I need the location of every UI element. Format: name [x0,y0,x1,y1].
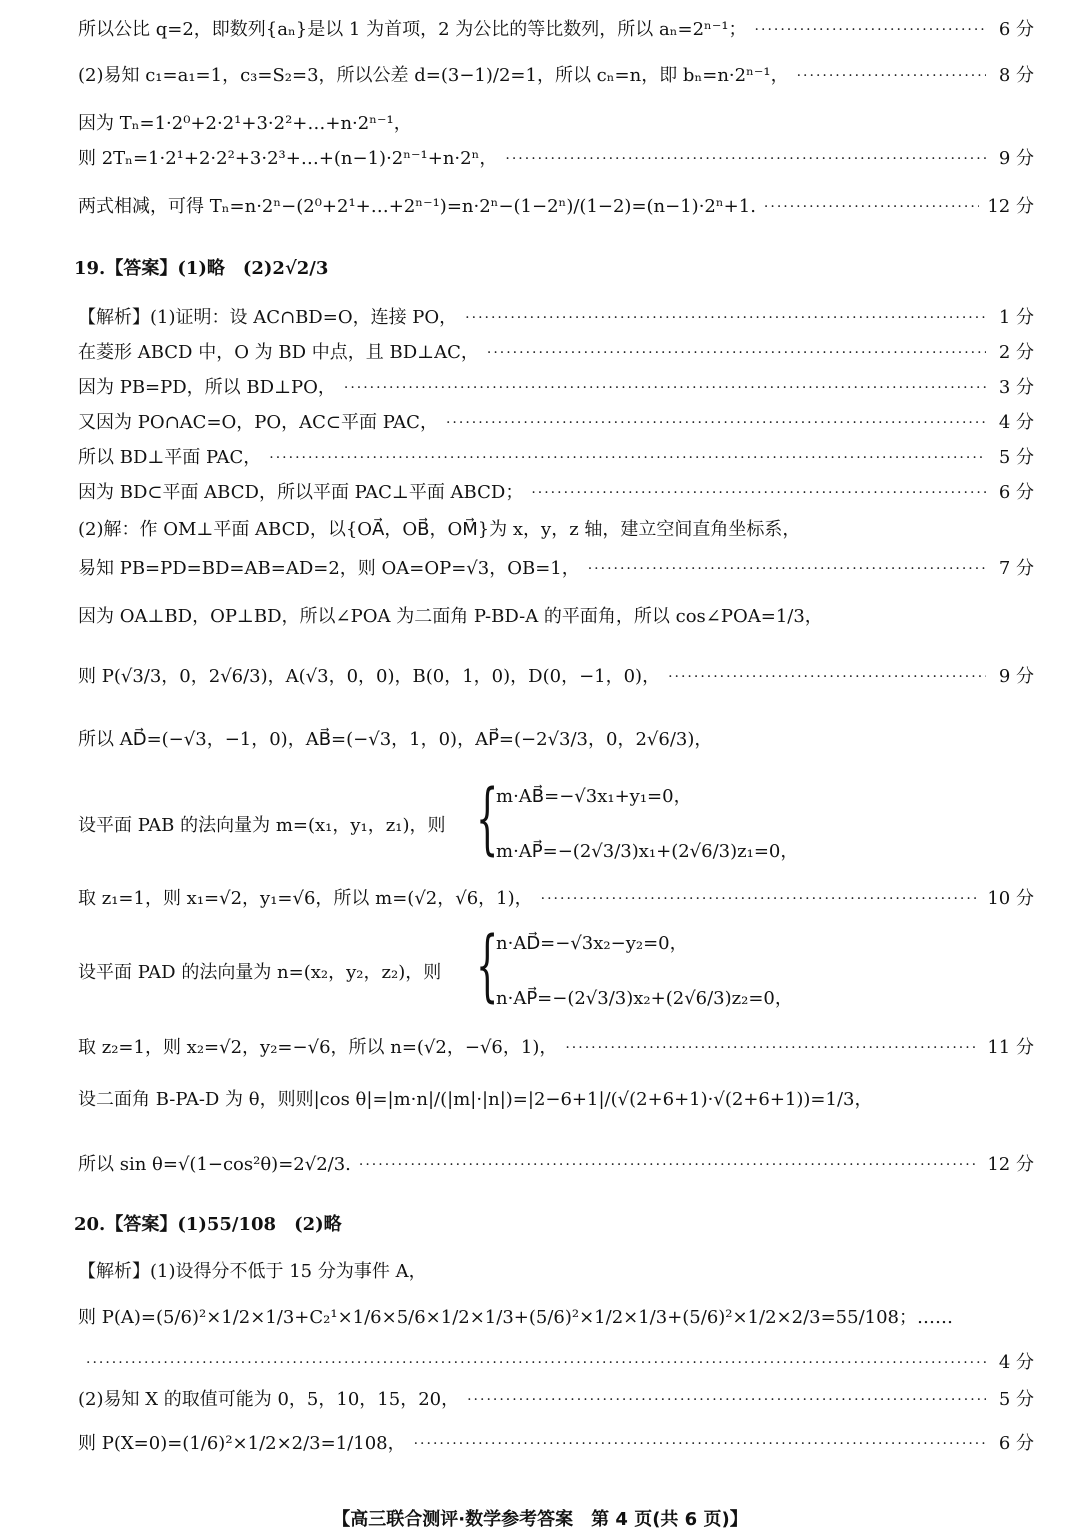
line-score: 11 分 [987,1037,1034,1058]
line-subtract [78,195,1034,219]
leader-dots [86,1351,986,1375]
line-q19-system-pad-eq1 [496,932,1034,956]
page-footer: 【高三联合测评·数学参考答案 第 4 页(共 6 页)】 [332,1509,748,1530]
line-score: 3 分 [998,377,1034,398]
line-text: 【解析】(1)证明：设 AC∩BD=O，连接 PO， [78,307,458,328]
line-text: m·AP⃗=−(2√3/3)x₁+(2√6/3)z₁=0， [496,841,799,862]
leader-dots [465,306,986,330]
line-q19-sin-theta [78,1153,1034,1177]
line-text: 所以 BD⊥平面 PAC， [78,447,262,468]
leader-dots [467,1388,986,1412]
line-2tn [78,147,1034,171]
leader-dots [755,18,986,42]
leader-dots [797,64,986,88]
line-common-difference [78,64,1034,88]
line-text: 又因为 PO∩AC=O，PO，AC⊂平面 PAC， [78,412,438,433]
leader-dots [487,341,986,365]
leader-dots [344,376,986,400]
leader-dots [764,195,979,219]
line-score: 9 分 [998,148,1034,169]
line-text: n·AD⃗=−√3x₂−y₂=0， [496,933,688,954]
line-score: 7 分 [998,558,1034,579]
line-q19-vector-m [78,887,1034,911]
line-q19-cos-theta [78,1088,1034,1112]
line-text: 取 z₁=1，则 x₁=√2，y₁=√6，所以 m=(√2，√6，1)， [78,888,533,909]
line-q19-vector-n [78,1036,1034,1060]
line-q20-score-4 [78,1351,1034,1375]
line-score: 5 分 [998,447,1034,468]
leader-dots [668,665,986,689]
line-q19-step1 [78,306,1034,330]
line-q19-step5 [78,446,1034,470]
line-q19-system-pab-eq2 [496,840,1034,864]
line-text: m·AB⃗=−√3x₁+y₁=0， [496,786,692,807]
brace-pab: { [476,774,499,864]
line-q19-step3 [78,376,1034,400]
leader-dots [359,1153,979,1177]
line-text: (2)易知 c₁=a₁=1，c₃=S₂=3，所以公差 d=(3−1)/2=1，所以 cₙ=n，即 bₙ=n·2ⁿ⁻¹， [78,65,789,86]
line-score: 6 分 [998,19,1034,40]
line-q19-step7 [78,557,1034,581]
brace-pad: { [476,921,499,1011]
line-q20-event [78,1260,1034,1284]
line-q19-vectors [78,728,1034,752]
line-text: (2)解：作 OM⊥平面 ABCD，以{OA⃗，OB⃗，OM⃗}为 x，y，z 轴，建立空间直角坐标系， [78,519,801,540]
line-score: 1 分 [998,307,1034,328]
line-text: 所以公比 q=2，即数列{aₙ}是以 1 为首项，2 为公比的等比数列，所以 aₙ=2ⁿ⁻¹； [78,19,747,40]
line-q19-step4 [78,411,1034,435]
line-q19-step6 [78,481,1034,505]
line-score: 4 分 [998,1352,1034,1373]
leader-dots [446,411,986,435]
line-q19-system-pad-eq2 [496,987,1034,1011]
line-q20-values [78,1388,1034,1412]
line-score: 5 分 [998,1389,1034,1410]
question-20-answer [74,1212,342,1238]
line-q19-coordinate-system [78,518,1034,542]
line-text: 所以 AD⃗=(−√3，−1，0)，AB⃗=(−√3，1，0)，AP⃗=(−2√3/3，0，2√6/3)， [78,729,713,750]
line-text: 设二面角 B-PA-D 为 θ，则则|cos θ|=|m·n|/(|m|·|n|)=|2−6+1|/(√(2+6+1)·√(2+6+1))=1/3， [78,1089,873,1110]
line-text: 所以 sin θ=√(1−cos²θ)=2√2/3. [78,1154,351,1175]
line-text: 两式相减，可得 Tₙ=n·2ⁿ−(2⁰+2¹+…+2ⁿ⁻¹)=n·2ⁿ−(1−2ⁿ)/(1−2)=(n−1)·2ⁿ+1. [78,196,756,217]
line-text: 因为 BD⊂平面 ABCD，所以平面 PAC⊥平面 ABCD； [78,482,524,503]
line-q19-normal-pab [78,814,1034,838]
leader-dots [505,147,986,171]
line-score: 9 分 [998,666,1034,687]
line-q19-plane-angle [78,605,1034,629]
question-19-answer [74,256,328,282]
leader-dots [565,1036,979,1060]
line-score: 6 分 [998,482,1034,503]
line-text: 则 P(A)=(5/6)²×1/2×1/3+C₂¹×1/6×5/6×1/2×1/3+(5/6)²×1/2×1/3+(5/6)²×1/2×2/3=55/108；…… [78,1307,954,1328]
line-score: 12 分 [987,1154,1034,1175]
line-text: 在菱形 ABCD 中，O 为 BD 中点，且 BD⊥AC， [78,342,479,363]
line-text: 设平面 PAD 的法向量为 n=(x₂，y₂，z₂)，则 [78,962,442,983]
line-text: 则 P(√3/3，0，2√6/3)，A(√3，0，0)，B(0，1，0)，D(0，−1，0)， [78,666,661,687]
line-text: 因为 OA⊥BD，OP⊥BD，所以∠POA 为二面角 P-BD-A 的平面角，所以 cos∠POA=1/3， [78,606,823,627]
line-geometric-sequence [78,18,1034,42]
line-text: 取 z₂=1，则 x₂=√2，y₂=−√6，所以 n=(√2，−√6，1)， [78,1037,558,1058]
line-text: n·AP⃗=−(2√3/3)x₂+(2√6/3)z₂=0， [496,988,793,1009]
line-q20-px0 [78,1432,1034,1456]
line-score: 2 分 [998,342,1034,363]
line-score: 12 分 [987,196,1034,217]
leader-dots [269,446,986,470]
leader-dots [414,1432,986,1456]
question-20-answer-text: 20.【答案】(1)55/108 (2)略 [74,1214,342,1235]
line-text: 设平面 PAB 的法向量为 m=(x₁，y₁，z₁)，则 [78,815,446,836]
leader-dots [588,557,986,581]
line-score: 4 分 [998,412,1034,433]
line-q19-system-pab-eq1 [496,785,1034,809]
leader-dots [531,481,986,505]
line-tn-definition [78,112,1034,136]
line-score: 10 分 [987,888,1034,909]
line-q19-step2 [78,341,1034,365]
line-text: 则 P(X=0)=(1/6)²×1/2×2/3=1/108， [78,1433,406,1454]
line-q20-probability-a [78,1306,1034,1330]
line-text: (2)易知 X 的取值可能为 0，5，10，15，20， [78,1389,460,1410]
line-q19-points [78,665,1034,689]
line-q19-normal-pad [78,961,1034,985]
question-19-answer-text: 19.【答案】(1)略 (2)2√2/3 [74,258,329,279]
line-text: 因为 PB=PD，所以 BD⊥PO， [78,377,336,398]
line-text: 因为 Tₙ=1·2⁰+2·2¹+3·2²+…+n·2ⁿ⁻¹， [78,113,412,134]
line-text: 则 2Tₙ=1·2¹+2·2²+3·2³+…+(n−1)·2ⁿ⁻¹+n·2ⁿ， [78,148,498,169]
line-score: 8 分 [998,65,1034,86]
line-text: 【解析】(1)设得分不低于 15 分为事件 A， [78,1261,427,1282]
leader-dots [541,887,980,911]
line-score: 6 分 [998,1433,1034,1454]
line-text: 易知 PB=PD=BD=AB=AD=2，则 OA=OP=√3，OB=1， [78,558,580,579]
